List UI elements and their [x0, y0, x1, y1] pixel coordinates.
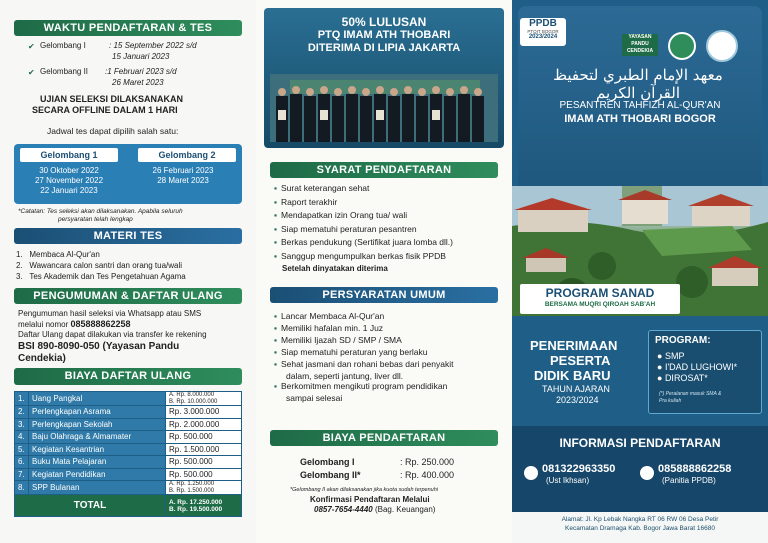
syarat-list-item: ▪ Siap mematuhi peraturan pesantren — [274, 224, 417, 234]
fee-row-name: Buku Mata Pelajaran — [29, 456, 166, 469]
test-schedule-box — [14, 144, 242, 204]
info-title: INFORMASI PENDAFTARAN — [559, 436, 721, 450]
gelombang2-label: Gelombang II — [40, 67, 89, 76]
pengumuman-line1: Pengumuman hasil seleksi via Whatsapp atau SMS — [18, 309, 202, 318]
catatan-line1: *Catatan: Tes seleksi akan dilaksanakan. Apabila seluruh — [18, 208, 183, 215]
contact-2-name: (Panitia PPDB) — [662, 476, 716, 485]
fee-row-name: Baju Olahraga & Almamater — [29, 431, 166, 444]
fee-total-label: TOTAL — [15, 495, 166, 517]
fee-row-name: Kegiatan Pendidikan — [29, 468, 166, 481]
fee-row-amount: Rp. 500.000 — [166, 456, 242, 469]
syarat-list-item: ▪ Mendapatkan izin Orang tua/ wali — [274, 210, 407, 220]
materi-item-2: 2. Wawancara calon santri dan orang tua/wali — [16, 261, 183, 270]
tahun-ajaran-label: TAHUN AJARAN — [542, 384, 610, 394]
fee-row — [15, 392, 242, 406]
fee-row-name: Perlengkapan Sekolah — [29, 418, 166, 431]
materi-item-1: 1. Membaca Al-Qur'an — [16, 250, 100, 259]
program-note-1: (*) Peralanan masuk SMA & — [659, 391, 722, 397]
syarat-header: SYARAT PENDAFTARAN — [270, 162, 498, 178]
fee-total-row — [15, 495, 242, 517]
check-icon: ✔ — [28, 68, 35, 77]
column-cover — [512, 0, 768, 543]
biaya-pendaftaran-header: BIAYA PENDAFTARAN — [270, 430, 498, 446]
fee-row-number: 5. — [15, 443, 29, 456]
contact-2-number[interactable]: 085888862258 — [658, 463, 732, 475]
ujian-line1: UJIAN SELEKSI DILAKSANAKAN — [40, 94, 184, 104]
penerimaan-3: DIDIK BARU — [534, 368, 611, 383]
bank-account-owner: Cendekia) — [18, 353, 66, 364]
bank-account: BSI 890-8090-050 (Yayasan Pandu — [18, 341, 180, 352]
fee-row-number: 3. — [15, 418, 29, 431]
penerimaan-2: PESERTA — [550, 353, 611, 368]
fee-row-amount: Rp. 500.000 — [166, 431, 242, 444]
persyaratan-umum-header: PERSYARATAN UMUM — [270, 287, 498, 303]
fee-row-amount: Rp. 500.000 — [166, 468, 242, 481]
gelombang1-dates: : 15 September 2022 s/d — [109, 41, 197, 50]
fee-row-amount: Rp. 1.500.000 — [166, 443, 242, 456]
pesantren-title: IMAM ATH THOBARI BOGOR — [564, 113, 716, 125]
yayasan-logo: YAYASAN PANDU CENDEKIA — [622, 34, 658, 56]
program-item-idad: ● I'DAD LUGHOWI* — [657, 362, 738, 372]
program-note-2: Pra kuliah — [659, 398, 682, 404]
fee-row — [15, 456, 242, 469]
fee-row — [15, 468, 242, 481]
gelombang-1-heading: Gelombang 1 — [20, 148, 118, 162]
pesantren-subtitle: PESANTREN TAHFIZH AL-QUR'AN — [559, 100, 721, 111]
whatsapp-icon — [524, 466, 538, 480]
fee-row-number: 4. — [15, 431, 29, 444]
info-pendaftaran — [512, 426, 768, 512]
pengumuman-header: PENGUMUMAN & DAFTAR ULANG — [14, 288, 242, 304]
program-title: PROGRAM: — [655, 335, 711, 346]
pesantren-emblem — [668, 32, 696, 60]
umum-list-item: ▪ Memiliki hafalan min. 1 Juz — [274, 323, 383, 333]
materi-header: MATERI TES — [14, 228, 242, 244]
fee-row-name: Perlengkapan Asrama — [29, 406, 166, 419]
konfirmasi-label: Konfirmasi Pendaftaran Melalui — [310, 495, 430, 504]
syarat-list-item: ▪ Surat keterangan sehat — [274, 183, 369, 193]
syarat-list-item: ▪ Berkas pendukung (Sertifikat juara lomba dll.) — [274, 237, 453, 247]
column-schedule — [0, 0, 256, 543]
konfirmasi-contact: 0857-7654-4440 (Bag. Keuangan) — [314, 505, 436, 514]
address: Alamat: Jl. Kp Lebak Nangka RT 06 RW 06 Desa Petir Kecamatan Dramaga Kab. Bogor Jawa Barat 16680 — [512, 512, 768, 543]
fee-row-name: SPP Bulanan — [29, 481, 166, 495]
fee-row-amount: A. Rp. 1.250.000 B. Rp. 1.500.000 — [166, 481, 242, 495]
umum-list-item-continued: dalam, seperti jantung, liver dll. — [286, 371, 404, 381]
fee-row — [15, 406, 242, 419]
arabic-title: معهد الإمام الطبري لتحفيظ القرآن الكريم — [553, 66, 723, 102]
gelombang2-dates-end: 26 Maret 2023 — [112, 78, 164, 87]
gelombang-2-heading: Gelombang 2 — [138, 148, 236, 162]
program-box — [648, 330, 762, 414]
fee-note: *Gelombang II akan dilaksanakan jika kuota sudah terpenuhi — [290, 487, 438, 493]
fee-row-number: 8. — [15, 481, 29, 495]
syarat-note: Setelah dinyatakan diterima — [282, 264, 388, 273]
gelombang2-dates: :1 Februari 2023 s/d — [105, 67, 177, 76]
program-item-smp: ● SMP — [657, 351, 685, 361]
fee-row-number: 7. — [15, 468, 29, 481]
fee-row — [15, 443, 242, 456]
fee-g1-label: Gelombang I — [300, 457, 355, 467]
waktu-header: WAKTU PENDAFTARAN & TES — [14, 20, 242, 36]
program-item-dirosat: ● DIROSAT* — [657, 373, 708, 383]
umum-list-item: ▪ Berkomitmen mengikuti program pendidikan — [274, 381, 447, 391]
umum-list-item: ▪ Memiliki Ijazah SD / SMP / SMA — [274, 335, 402, 345]
fee-row-amount: Rp. 3.000.000 — [166, 406, 242, 419]
catatan-line2: persyaratan telah lengkap — [58, 216, 133, 223]
banner-headline: 50% LULUSAN PTQ IMAM ATH THOBARI DITERIMA DI LIPIA JAKARTA — [307, 15, 461, 54]
penerimaan-1: PENERIMAAN — [530, 338, 618, 353]
tahun-ajaran-value: 2023/2024 — [556, 395, 599, 405]
fee-total-amount: A. Rp. 17.250.000 B. Rp. 19.500.000 — [166, 495, 242, 517]
fee-row — [15, 481, 242, 495]
fee-row-number: 6. — [15, 456, 29, 469]
fee-row-number: 2. — [15, 406, 29, 419]
umum-list-item: ▪ Lancar Membaca Al-Qur'an — [274, 311, 384, 321]
umum-list-item: ▪ Siap mematuhi peraturan yang berlaku — [274, 347, 428, 357]
pengumuman-line2: melalui nomor 085888862258 — [18, 319, 131, 329]
fee-g1-amount: : Rp. 250.000 — [400, 457, 455, 467]
syarat-list-item: ▪ Sanggup mengumpulkan berkas fisik PPDB — [274, 251, 446, 261]
ppdb-logo: PPDB PTQIT BOGOR 2023/2024 — [520, 18, 566, 46]
graduates-photo — [270, 74, 498, 142]
ujian-line2: SECARA OFFLINE DALAM 1 HARI — [32, 105, 178, 115]
fee-table — [14, 391, 242, 517]
gelombang-2-dates: 26 Februari 2023 28 Maret 2023 — [152, 166, 214, 185]
pengumuman-line3: Daftar Ulang dapat dilakukan via transfer ke rekening — [18, 330, 207, 339]
umum-list-item: ▪ Sehat jasmani dan rohani bebas dari penyakit — [274, 359, 454, 369]
fee-row — [15, 418, 242, 431]
column-requirements — [256, 0, 512, 543]
umum-list-item-continued: sampai selesai — [286, 393, 343, 403]
materi-item-3: 3. Tes Akademik dan Tes Pengetahuan Agama — [16, 272, 186, 281]
gelombang-1-dates: 30 Oktober 2022 27 November 2022 22 Januari 2023 — [34, 166, 104, 195]
fee-row-number: 1. — [15, 392, 29, 406]
contact-1-name: (Ust Ikhsan) — [546, 476, 590, 485]
fee-row-amount: A. Rp. 8.000.000 B. Rp. 10.000.000 — [166, 392, 242, 406]
partner-emblem — [706, 30, 738, 62]
whatsapp-icon — [640, 466, 654, 480]
fee-row — [15, 431, 242, 444]
gelombang1-label: Gelombang I — [40, 41, 86, 50]
biaya-daftar-ulang-header: BIAYA DAFTAR ULANG — [14, 368, 242, 385]
contact-1-number[interactable]: 081322963350 — [542, 463, 616, 475]
fee-g2-label: Gelombang II* — [300, 470, 361, 480]
syarat-list-item: ▪ Raport terakhir — [274, 197, 337, 207]
fee-row-name: Uang Pangkal — [29, 392, 166, 406]
fee-g2-amount: : Rp. 400.000 — [400, 470, 455, 480]
fee-row-name: Kegiatan Kesantrian — [29, 443, 166, 456]
fee-row-amount: Rp. 2.000.000 — [166, 418, 242, 431]
check-icon: ✔ — [28, 42, 35, 51]
graduation-banner — [264, 8, 504, 148]
program-sanad-badge: PROGRAM SANAD BERSAMA MUQRI QIROAH SAB'AH — [520, 284, 680, 314]
gelombang1-dates-end: 15 Januari 2023 — [112, 52, 170, 61]
jadwal-text: Jadwal tes dapat dipilih salah satu: — [47, 126, 179, 136]
